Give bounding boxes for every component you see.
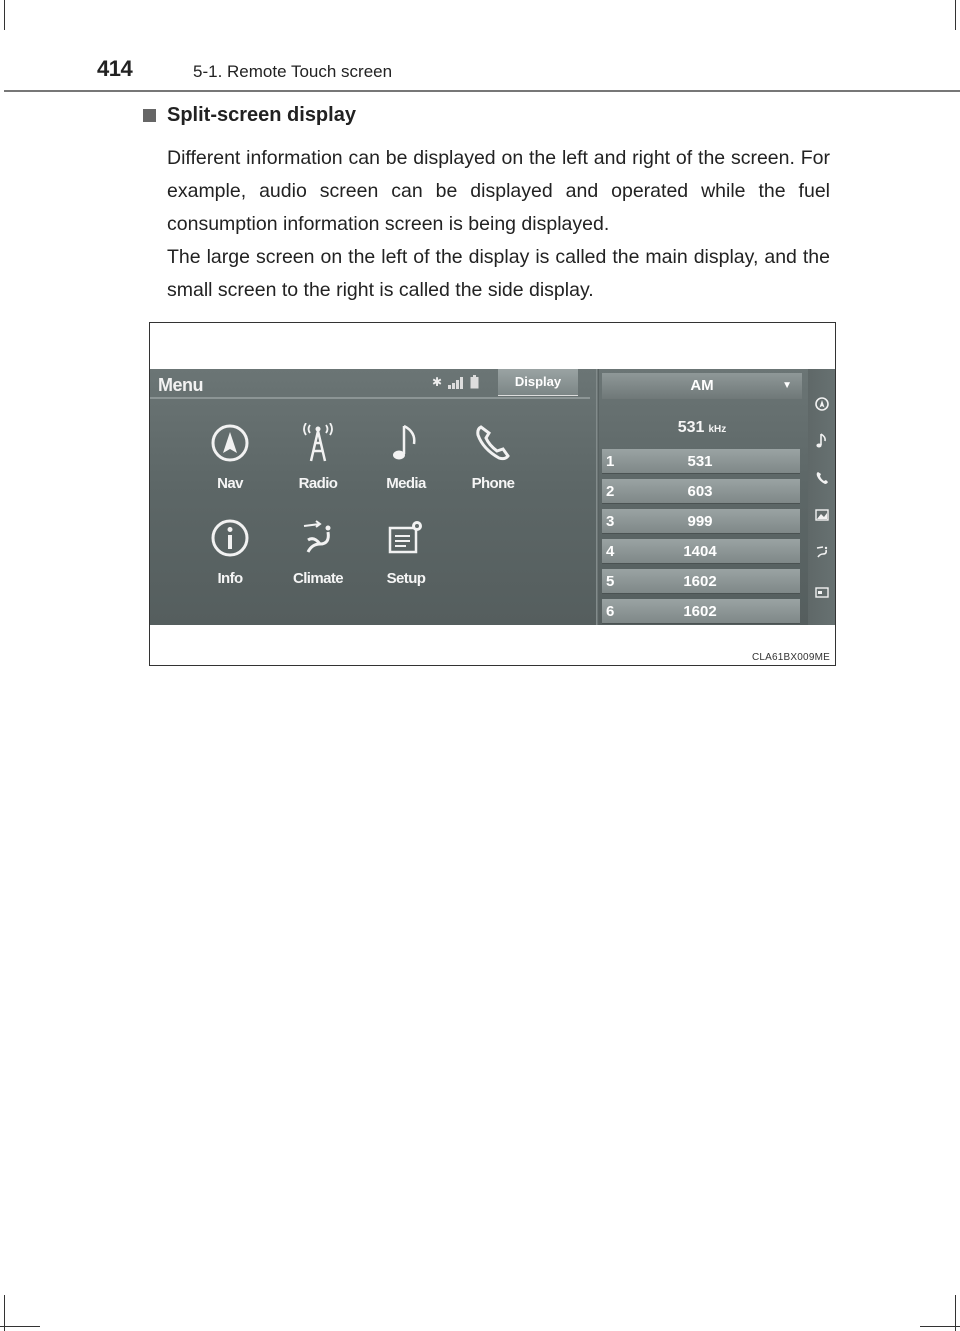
nav-icon	[815, 397, 829, 411]
paragraph: Different information can be displayed on the left and right of the screen. For example, audio screen can be displayed and operated while the fuel consumption information screen is being displayed.	[167, 147, 830, 235]
figure	[149, 322, 836, 666]
side-tab-image[interactable]	[808, 509, 835, 521]
bluetooth-icon: ✱	[432, 375, 443, 389]
signal-icon	[448, 377, 464, 389]
crop-mark	[920, 1326, 960, 1327]
info-icon	[210, 518, 250, 558]
preset-frequency: 1602	[683, 572, 717, 590]
preset-frequency: 999	[687, 512, 713, 530]
band-label: AM	[690, 377, 714, 394]
screen-divider	[596, 369, 599, 625]
crop-mark	[4, 0, 5, 30]
current-frequency	[602, 419, 802, 437]
main-display-bar	[150, 397, 590, 399]
subsection-heading	[143, 104, 356, 127]
menu-title: Menu	[158, 375, 203, 395]
section-title: 5-1. Remote Touch screen	[193, 62, 393, 81]
side-display-tabs	[808, 369, 835, 625]
display-screen	[150, 369, 835, 625]
status-icons	[432, 375, 479, 389]
image-icon	[815, 509, 829, 521]
app-label: Media	[386, 475, 426, 492]
figure-code: CLA61BX009ME	[751, 652, 830, 663]
setup-icon	[386, 518, 426, 558]
preset-number: 2	[606, 482, 615, 500]
side-tab-audio[interactable]	[808, 433, 835, 449]
preset-button[interactable]	[602, 449, 800, 474]
preset-button[interactable]	[602, 569, 800, 594]
band-selector[interactable]	[602, 373, 802, 399]
heading-text: Split-screen display	[167, 104, 356, 126]
preset-button[interactable]	[602, 479, 800, 504]
nav-icon	[210, 423, 250, 463]
preset-number: 5	[606, 572, 615, 590]
app-label: Phone	[471, 475, 515, 492]
preset-frequency: 1404	[683, 542, 717, 560]
app-label: Radio	[298, 475, 338, 492]
header-rule	[4, 90, 960, 92]
frequency-value: 531	[677, 419, 705, 436]
music-note-icon	[388, 422, 424, 464]
frequency-unit: kHz	[708, 424, 727, 435]
app-radio[interactable]	[283, 419, 353, 492]
side-tab-phone[interactable]	[808, 471, 835, 485]
radio-icon	[300, 423, 336, 463]
preset-number: 6	[606, 602, 615, 620]
dropdown-arrow-icon: ▼	[782, 380, 792, 391]
app-phone[interactable]	[458, 419, 528, 492]
side-tab-nav[interactable]	[808, 397, 835, 411]
display-icon	[815, 587, 829, 598]
app-setup[interactable]	[371, 514, 441, 587]
preset-button[interactable]	[602, 539, 800, 564]
climate-icon	[815, 545, 829, 559]
app-label: Info	[217, 570, 243, 587]
crop-mark	[955, 0, 956, 30]
side-tab-climate[interactable]	[808, 545, 835, 559]
preset-number: 3	[606, 512, 615, 530]
climate-icon	[298, 518, 338, 558]
display-button[interactable]: Display	[498, 369, 578, 396]
paragraph: The large screen on the left of the display is called the main display, and the small screen to the right is called the side display.	[167, 246, 830, 301]
preset-button[interactable]	[602, 509, 800, 534]
app-label: Climate	[293, 570, 343, 587]
app-media[interactable]	[371, 419, 441, 492]
app-nav[interactable]	[195, 419, 265, 492]
side-tab-display[interactable]	[808, 587, 835, 598]
phone-icon	[473, 423, 513, 463]
preset-frequency: 603	[687, 482, 713, 500]
preset-number: 4	[606, 542, 615, 560]
phone-icon	[815, 471, 829, 485]
app-label: Setup	[386, 570, 426, 587]
square-bullet-icon	[143, 109, 156, 122]
battery-icon	[470, 375, 479, 389]
preset-button[interactable]	[602, 599, 800, 624]
app-climate[interactable]	[283, 514, 353, 587]
music-note-icon	[815, 433, 829, 449]
app-info[interactable]	[195, 514, 265, 587]
app-label: Nav	[217, 475, 243, 492]
preset-number: 1	[606, 452, 615, 470]
crop-mark	[0, 1326, 40, 1327]
preset-frequency: 1602	[683, 602, 717, 620]
preset-frequency: 531	[687, 452, 713, 470]
page-number: 414	[97, 56, 133, 81]
